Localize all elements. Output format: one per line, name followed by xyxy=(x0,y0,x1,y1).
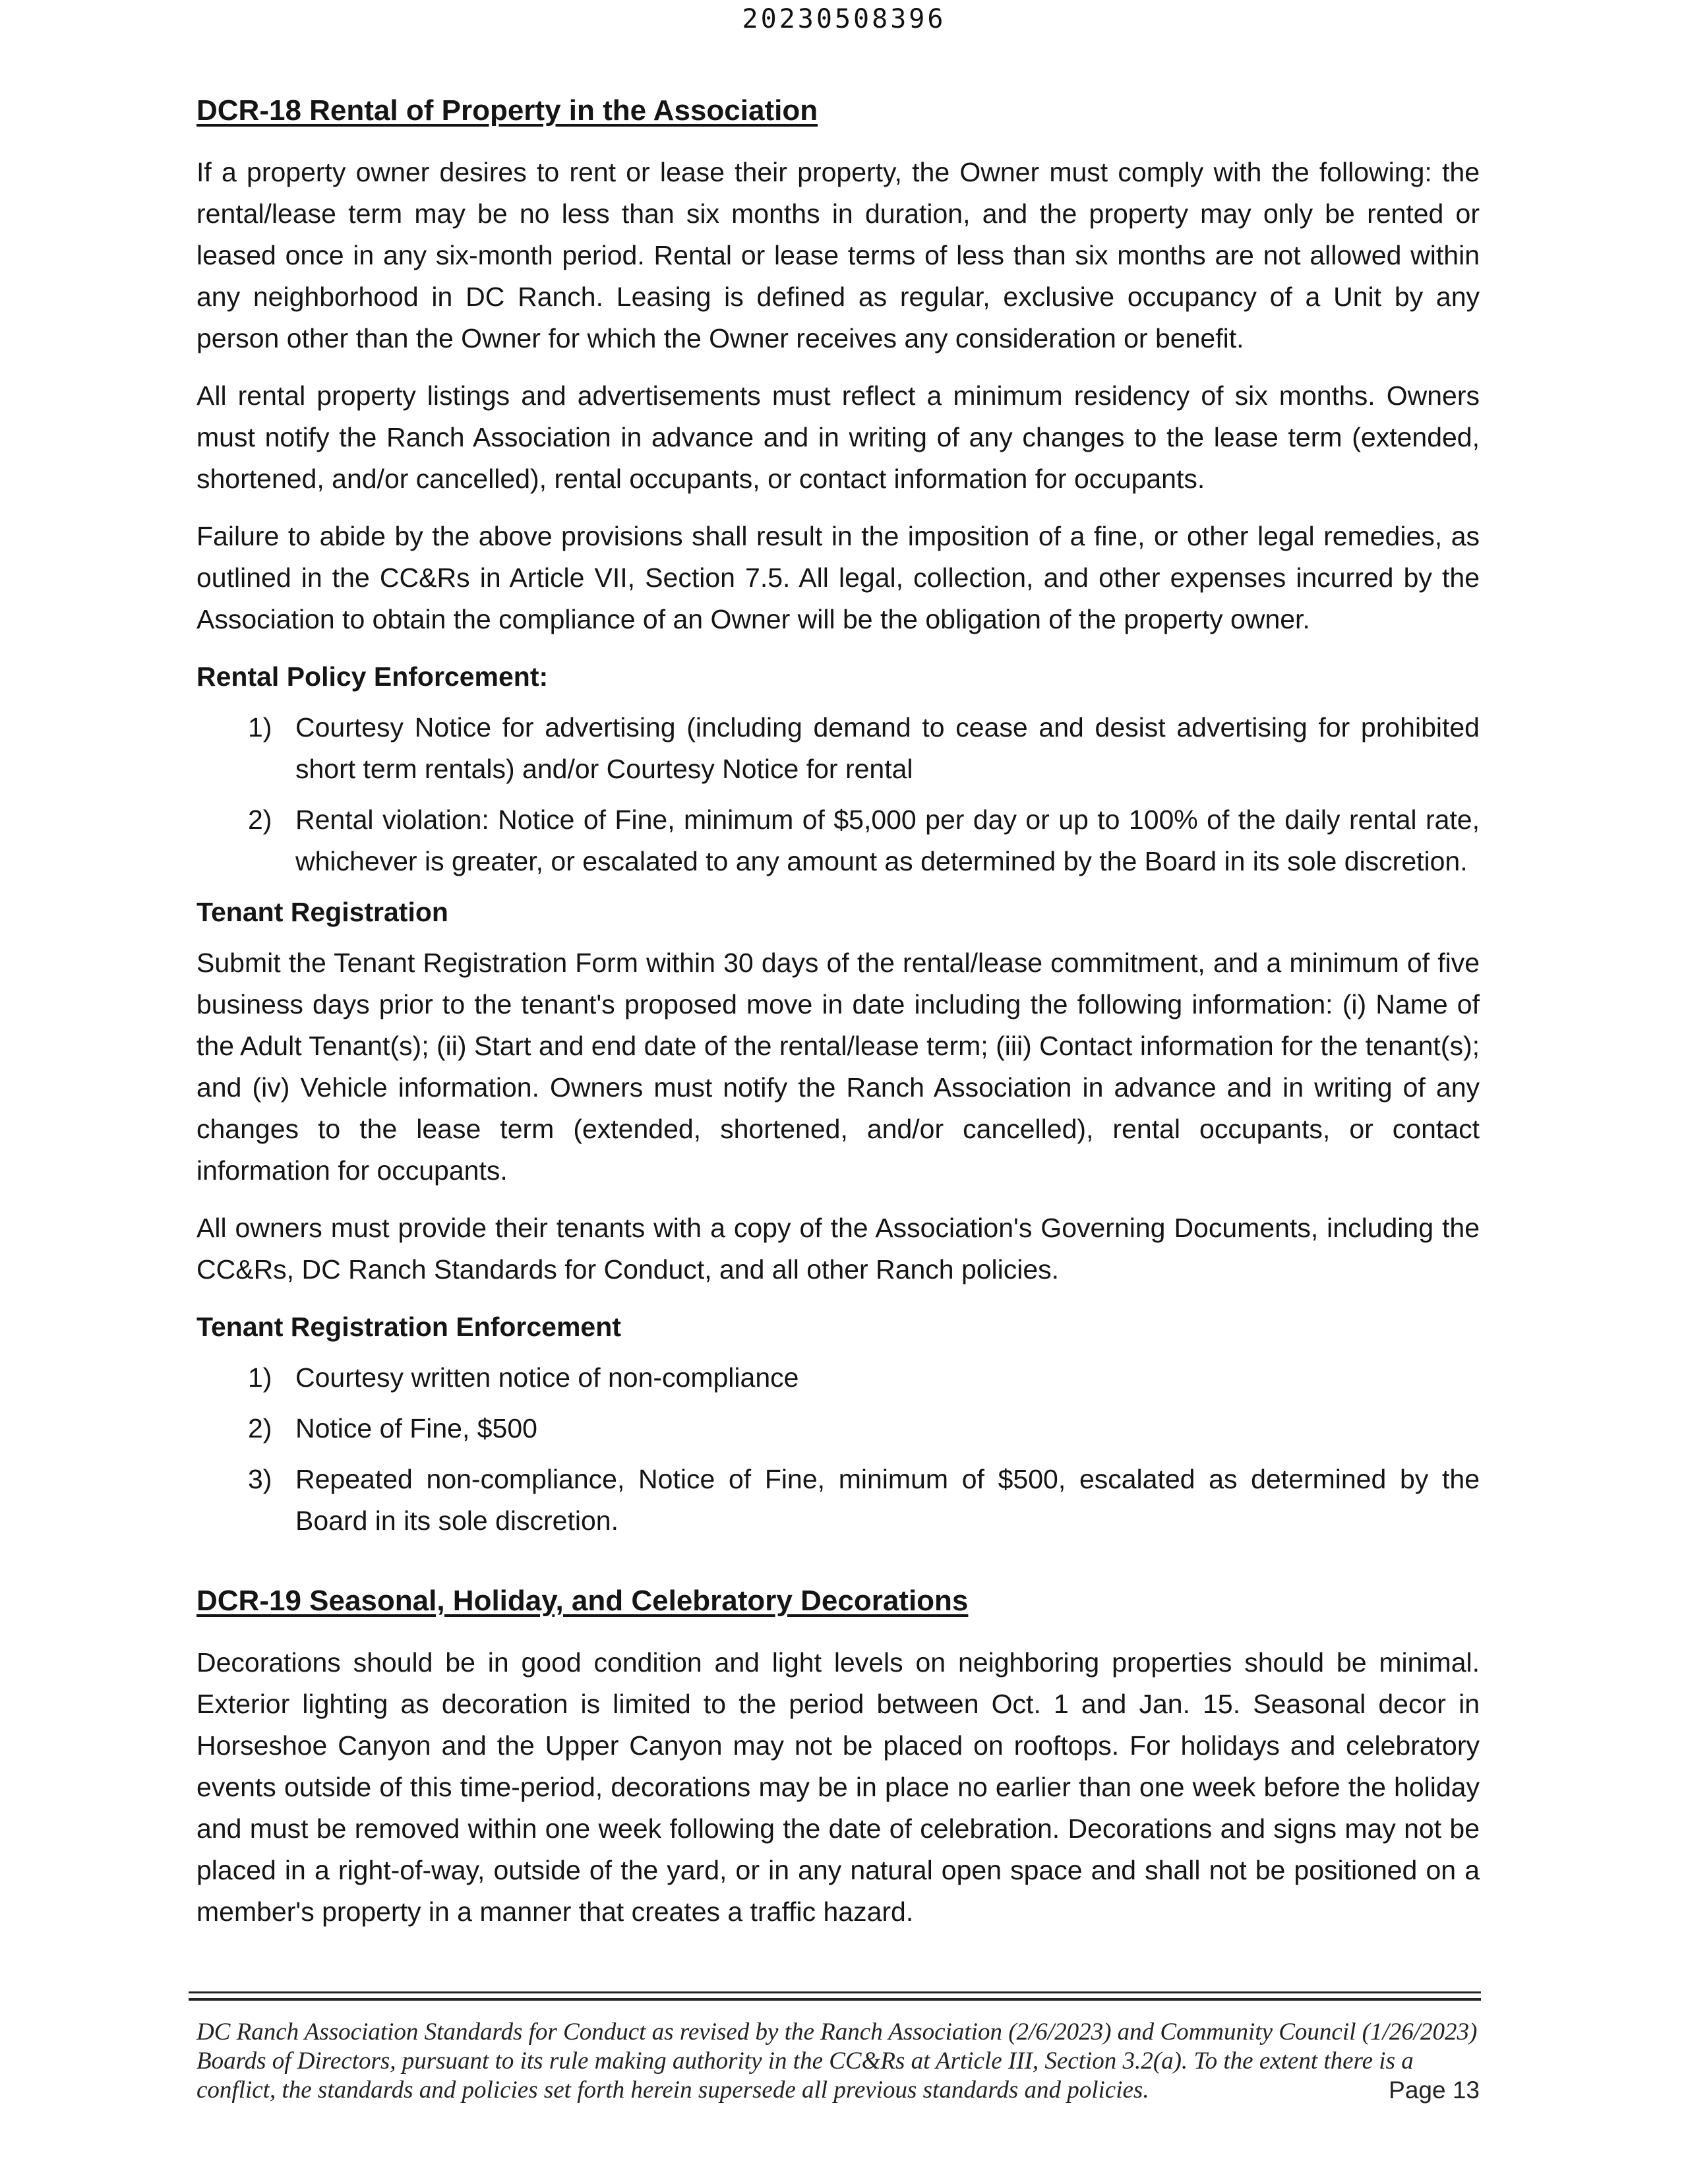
footer-text: DC Ranch Association Standards for Conduct as revised by the Ranch Association (2/6/2023) and Community Council (1/26/2023) Boards of Directors, pursuant to its rule making authority in the CC&Rs at Article III, Section 3.2(a). To the extent there is a conflict, the standards and policies set forth herein supersede all previous standards and policies. xyxy=(196,2018,1478,2104)
paragraph: All owners must provide their tenants with a copy of the Association's Governing Documents, including the CC&Rs, DC Ranch Standards for Conduct, and all other Ranch policies. xyxy=(196,1213,1480,1285)
list-number: 2) xyxy=(248,804,272,835)
page-footer xyxy=(196,2018,1480,2105)
page-content xyxy=(196,84,1480,1949)
subheading-rental-enforcement: Rental Policy Enforcement: xyxy=(196,661,549,692)
list-number: 3) xyxy=(248,1464,272,1494)
list-item xyxy=(196,799,1480,882)
tenant-enforcement-list xyxy=(196,1357,1480,1542)
subheading-tenant-enforcement: Tenant Registration Enforcement xyxy=(196,1312,621,1342)
subheading-tenant-registration: Tenant Registration xyxy=(196,897,448,927)
list-number: 1) xyxy=(248,1362,272,1393)
paragraph: Submit the Tenant Registration Form within 30 days of the rental/lease commitment, and a minimum of five business days prior to the tenant's proposed move in date including the following information: (i) Name of the Adult Tenant(s); (ii) Start and end date of the rental/lease term; (iii) Contact information for the tenant(s); and (iv) Vehicle information. Owners must notify the Ranch Association in advance and in writing of any changes to the lease term (extended, shortened, and/or cancelled), rental occupants, or contact information for occupants. xyxy=(196,948,1480,1186)
list-item-text: Courtesy written notice of non-compliance xyxy=(295,1362,799,1393)
paragraph: If a property owner desires to rent or lease their property, the Owner must comply with the following: the rental/lease term may be no less than six months in duration, and the property may only be rented or leased once in any six-month period. Rental or lease terms of less than six months are not allowed within any neighborhood in DC Ranch. Leasing is defined as regular, exclusive occupancy of a Unit by any person other than the Owner for which the Owner receives any consideration or benefit. xyxy=(196,157,1480,353)
list-item xyxy=(196,707,1480,790)
list-number: 2) xyxy=(248,1413,272,1443)
footer-divider xyxy=(189,1998,1481,2001)
paragraph: Decorations should be in good condition and light levels on neighboring properties should be minimal. Exterior lighting as decoration is limited to the period between Oct. 1 and Jan. 15. Seasonal decor in Horseshoe Canyon and the Upper Canyon may not be placed on rooftops. For holidays and celebratory events outside of this time-period, decorations may be in place no earlier than one week before the holiday and must be removed within one week following the date of celebration. Decorations and signs may not be placed in a right-of-way, outside of the yard, or in any natural open space and shall not be positioned on a member's property in a manner that creates a traffic hazard. xyxy=(196,1647,1480,1927)
section-title-dcr18: DCR-18 Rental of Property in the Association xyxy=(196,94,818,127)
list-item xyxy=(196,1459,1480,1542)
list-item-text: Rental violation: Notice of Fine, minimum of $5,000 per day or up to 100% of the daily rental rate, whichever is greater, or escalated to any amount as determined by the Board in its sole discretion. xyxy=(295,804,1480,876)
list-item-text: Notice of Fine, $500 xyxy=(295,1413,537,1443)
rental-enforcement-list xyxy=(196,707,1480,882)
list-item-text: Courtesy Notice for advertising (including demand to cease and desist advertising for prohibited short term rentals) and/or Courtesy Notice for rental xyxy=(295,712,1480,784)
spacer xyxy=(196,1551,1480,1575)
list-item xyxy=(196,1357,1480,1399)
document-number: 20230508396 xyxy=(742,4,946,34)
list-item-text: Repeated non-compliance, Notice of Fine, minimum of $500, escalated as determined by the Board in its sole discretion. xyxy=(295,1464,1480,1536)
footer-divider xyxy=(189,1991,1481,1993)
list-item xyxy=(196,1408,1480,1449)
paragraph: Failure to abide by the above provisions shall result in the imposition of a fine, or other legal remedies, as outlined in the CC&Rs in Article VII, Section 7.5. All legal, collection, and other expenses incurred by the Association to obtain the compliance of an Owner will be the obligation of the property owner. xyxy=(196,521,1480,634)
section-title-dcr19: DCR-19 Seasonal, Holiday, and Celebratory Decorations xyxy=(196,1585,969,1617)
paragraph: All rental property listings and advertisements must reflect a minimum residency of six months. Owners must notify the Ranch Association in advance and in writing of any changes to the lease term (extended, shortened, and/or cancelled), rental occupants, or contact information for occupants. xyxy=(196,380,1480,494)
page-number: Page 13 xyxy=(1389,2077,1480,2104)
list-number: 1) xyxy=(248,712,272,743)
